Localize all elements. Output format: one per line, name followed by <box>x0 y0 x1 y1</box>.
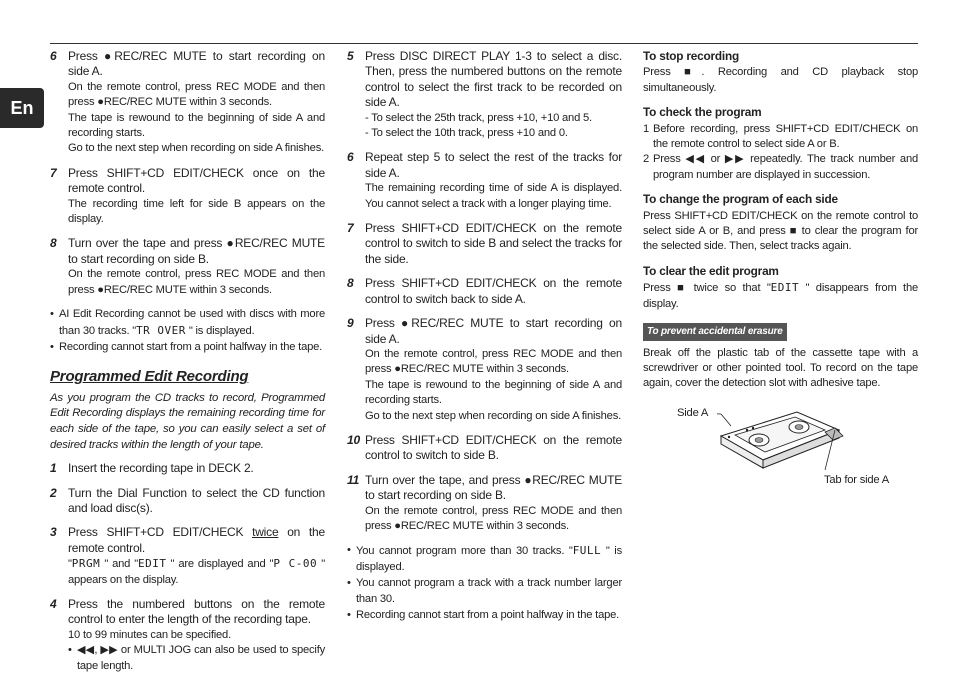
column-1 <box>50 49 325 683</box>
note-bullet: • Recording cannot start from a point halfway in the tape. <box>347 608 622 623</box>
text-clear: Press ■ twice so that "EDIT " disappears from the display. <box>643 281 918 310</box>
lcd-text: P C-00 <box>273 557 318 571</box>
c1-step-7 <box>50 166 325 228</box>
lcd-text: EDIT <box>770 281 800 295</box>
step-number: 9 <box>347 316 354 331</box>
c1-step-8 <box>50 236 325 298</box>
lcd-text: FULL <box>572 544 602 558</box>
step-number: 4 <box>50 596 57 611</box>
step-note: The tape is rewound to the beginning of side A and recording starts. <box>68 111 325 140</box>
step-note: On the remote control, press REC MODE and then press ●REC/REC MUTE within 3 seconds. <box>365 347 622 376</box>
step-text: Repeat step 5 to select the rest of the tracks for side A. <box>365 150 622 180</box>
step-text: Press SHIFT+CD EDIT/CHECK on the remote control to switch to side B and select the tracks for the side. <box>365 221 622 266</box>
c2-step-5 <box>347 49 622 141</box>
column-3 <box>643 49 918 522</box>
c2-step-6 <box>347 150 622 212</box>
note-bullet: • AI Edit Recording cannot be used with discs with more than 30 tracks. "TR OVER " is displayed. <box>50 307 325 339</box>
step-note: The tape is rewound to the beginning of side A and recording starts. <box>365 378 622 407</box>
step-note: On the remote control, press REC MODE and then press ●REC/REC MUTE within 3 seconds. <box>365 504 622 532</box>
step-note: The recording time left for side B appears on the display. <box>68 197 325 226</box>
language-tab: En <box>0 88 44 128</box>
step-text: Press SHIFT+CD EDIT/CHECK twice on the remote control. <box>68 525 325 555</box>
step-text: Turn over the tape, and press ●REC/REC MUTE to start recording on side B. <box>365 472 622 503</box>
lcd-text: EDIT <box>138 557 167 571</box>
step-3 <box>50 525 325 588</box>
step-number: 8 <box>347 276 354 291</box>
step-text: Press ●REC/REC MUTE to start recording on side A. <box>68 49 325 79</box>
step-number: 5 <box>347 49 354 63</box>
heading-stop: To stop recording <box>643 49 739 63</box>
c2-step-9 <box>347 316 622 424</box>
section-title: Programmed Edit Recording <box>50 368 249 386</box>
step-text: Press DISC DIRECT PLAY 1-3 to select a disc. Then, press the numbered buttons on the remote control to select the first track to be recorded on side A. <box>365 49 622 110</box>
step-number: 7 <box>347 221 354 236</box>
prog-step-1 <box>50 461 325 476</box>
check-item: 2 Press ◀◀ or ▶▶ repeatedly. The track number and program number are displayed in succession. <box>643 153 918 181</box>
lcd-text: TR OVER <box>136 323 186 337</box>
note-bullet: • You cannot program a track with a track number larger than 30. <box>347 576 622 607</box>
note-bullet: • Recording cannot start from a point halfway in the tape. <box>50 340 325 355</box>
step-note: "PRGM " and "EDIT " are displayed and "P C-00 " appears on the display. <box>68 557 325 586</box>
text-stop: Press ■. Recording and CD playback stop simultaneously. <box>643 66 918 94</box>
step-note: Go to the next step when recording on side A finishes. <box>68 142 324 155</box>
c2-step-10 <box>347 433 622 464</box>
check-item: 1 Before recording, press SHIFT+CD EDIT/CHECK on the remote control to select side A or B. <box>643 122 918 151</box>
heading-change: To change the program of each side <box>643 192 838 207</box>
step-text: Turn over the tape and press ●REC/REC MUTE to start recording on side B. <box>68 236 325 266</box>
step-note: 10 to 99 minutes can be specified. <box>68 628 231 641</box>
step-number: 2 <box>50 485 57 500</box>
column-2 <box>347 49 622 631</box>
step-note: On the remote control, press REC MODE and then press ●REC/REC MUTE within 3 seconds. <box>68 268 325 296</box>
label-tab: Tab for side A <box>824 473 889 486</box>
heading-check: To check the program <box>643 105 762 120</box>
step-text: Press SHIFT+CD EDIT/CHECK on the remote control to switch back to side A. <box>365 276 622 306</box>
step-number: 6 <box>50 49 57 63</box>
top-rule <box>50 43 918 44</box>
step-number: 1 <box>50 461 57 476</box>
step-text: Press SHIFT+CD EDIT/CHECK once on the remote control. <box>68 165 325 196</box>
step-number: 8 <box>50 236 57 251</box>
step-note: On the remote control, press REC MODE and then press ●REC/REC MUTE within 3 seconds. <box>68 80 325 109</box>
step-text: Turn the Dial Function to select the CD function and load disc(s). <box>68 485 325 515</box>
c1-step-6 <box>50 49 325 157</box>
cassette-illustration <box>717 402 853 482</box>
section-intro: As you program the CD tracks to record, Programmed Edit Recording displays the remaining recording time for each side of the tape, so you can easily select a set of desired tracks within the length of your tape. <box>50 391 325 451</box>
c2-step-8 <box>347 276 622 307</box>
step-number: 7 <box>50 165 57 180</box>
step-text: Press the numbered buttons on the remote control to enter the length of the recording tape. <box>68 596 325 627</box>
step-number: 11 <box>347 472 360 487</box>
text-erasure: Break off the plastic tab of the cassette tape with a screwdriver or other pointed tool. To record on the tape again, cover the detection slot with adhesive tape. <box>643 346 918 390</box>
step-number: 6 <box>347 150 354 165</box>
step-number: 10 <box>347 432 360 447</box>
step-text: Press SHIFT+CD EDIT/CHECK on the remote control to switch to side B. <box>365 432 622 463</box>
note-bullet: • You cannot program more than 30 tracks. "FULL " is displayed. <box>347 543 622 575</box>
lcd-text: PRGM <box>71 557 101 571</box>
cassette-figure <box>643 402 918 522</box>
step-text: Insert the recording tape in DECK 2. <box>68 461 254 476</box>
step-note: Go to the next step when recording on side A finishes. <box>365 409 621 422</box>
erasure-banner: To prevent accidental erasure <box>643 323 787 340</box>
step-note: The remaining recording time of side A is displayed. You cannot select a track with a longer playing time. <box>365 182 622 210</box>
step-number: 3 <box>50 525 57 540</box>
c2-step-11 <box>347 473 622 535</box>
label-side-a: Side A <box>677 406 709 419</box>
text-change: Press SHIFT+CD EDIT/CHECK on the remote control to select side A or B, and press ■ to clear the program for the selected side. Then, select tracks again. <box>643 209 918 253</box>
c2-step-7 <box>347 221 622 267</box>
heading-clear: To clear the edit program <box>643 263 779 278</box>
step-note: - To select the 10th track, press +10 and 0. <box>365 127 568 140</box>
step-note: - To select the 25th track, press +10, +10 and 5. <box>365 111 592 124</box>
step-bullet: • ◀◀, ▶▶ or MULTI JOG can also be used to specify tape length. <box>68 643 325 674</box>
step-4 <box>50 597 325 674</box>
step-text: Press ●REC/REC MUTE to start recording on side A. <box>365 316 622 346</box>
prog-step-2 <box>50 486 325 517</box>
